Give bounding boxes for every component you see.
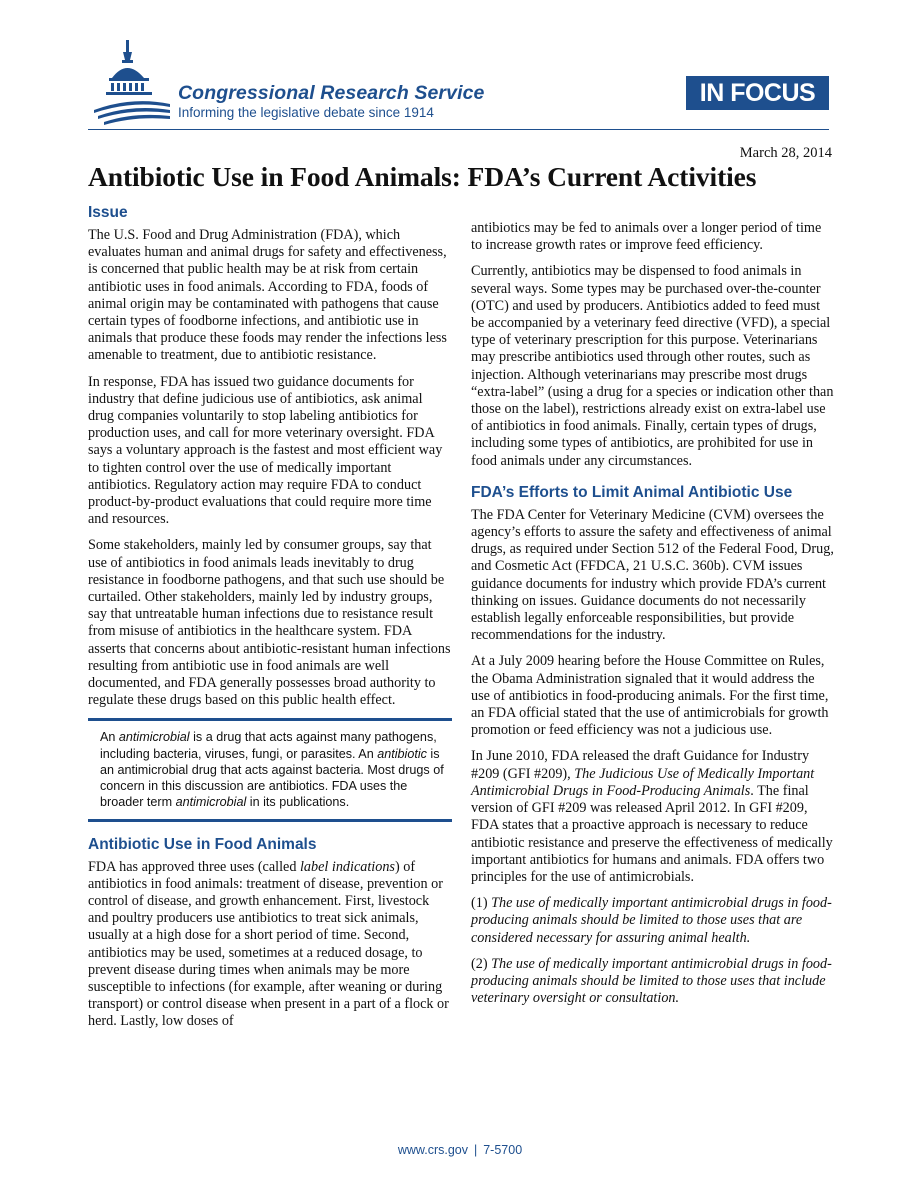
principle-2 <box>471 956 835 1008</box>
text: In June 2010, FDA released the draft Guidance for Industry #209 (GFI #209), <box>471 748 810 782</box>
callout-term: antimicrobial <box>118 730 190 745</box>
callout-term: antimicrobial <box>175 795 247 810</box>
section-heading-use: Antibiotic Use in Food Animals <box>88 835 317 853</box>
principle-text: The use of medically important antimicrobial drugs in food-producing animals should be limited to those uses that include veterinary oversight or consultation. <box>471 955 832 1007</box>
section-heading-efforts: FDA’s Efforts to Limit Animal Antibiotic Use <box>471 483 793 501</box>
principle-number: (2) <box>471 955 492 972</box>
principle-text: The use of medically important antimicrobial drugs in food-producing animals should be limited to those uses that are considered necessary for assuring animal health. <box>471 895 832 946</box>
document-title: The Judicious Use of Medically Important Antimicrobial Drugs in Food-Producing Animals <box>471 765 815 799</box>
footer-url[interactable]: www.crs.gov <box>397 1143 468 1157</box>
principle-number: (1) <box>471 895 492 912</box>
header-rule <box>88 129 829 130</box>
principle-1 <box>471 895 835 947</box>
paragraph: At a July 2009 hearing before the House Committee on Rules, the Obama Administration signaled that it would address the use of antibiotics in food-producing animals. For the first time, an FDA official stated that the use of antimicrobials for growth promotion or feed efficiency was not a judicious use. <box>471 653 829 739</box>
emphasis: label indications <box>299 858 395 875</box>
publication-date: March 28, 2014 <box>739 145 832 161</box>
callout-text: is an antimicrobial drug that acts against bacteria. Most drugs of concern in this discussion are antibiotics. FDA uses the broader term <box>100 746 444 810</box>
footer-code: 7-5700 <box>483 1143 523 1157</box>
page-title: Antibiotic Use in Food Animals: FDA’s Current Activities <box>88 161 757 192</box>
footer <box>0 1143 920 1157</box>
right-column <box>471 220 835 1016</box>
header <box>0 0 920 135</box>
callout-text: is a drug that acts against many pathogens, including bacteria, viruses, fungi, or parasites. An <box>100 730 437 761</box>
callout-term: antibiotic <box>377 746 427 761</box>
text: . The final version of GFI #209 was released April 2012. In GFI #209, FDA states that a proactive approach is necessary to reduce antibiotic resistance and preserve the effectiveness of medically important antibiotics for humans and animals. FDA offers two principles for the use of antimicrobials. <box>471 782 833 885</box>
paragraph: antibiotics may be fed to animals over a longer period of time to increase growth rates or improve feed efficiency. <box>471 220 822 254</box>
callout-text: in its publications. <box>246 795 350 810</box>
paragraph: The FDA Center for Veterinary Medicine (CVM) oversees the agency’s efforts to assure the safety and effectiveness of animal drugs, as required under Section 512 of the Federal Food, Drug, and Cosmetic Act (FFDCA, 21 U.S.C. 360b). CVM issues guidance documents for industry which provide FDA’s current thinking on issues. Guidance documents do not necessarily establish legally enforceable responsibilities, but provide recommendations for the industry. <box>471 506 834 644</box>
paragraph <box>88 859 452 1031</box>
definition-callout <box>88 718 452 821</box>
left-column <box>88 204 452 1040</box>
paragraph: Currently, antibiotics may be dispensed to food animals in several ways. Some types may be purchased over-the-counter (OTC) and used by producers. Antibiotics added to feed must be accompanied by a veterinary feed directive (VFD), a special type of veterinary prescription for this purpose. Veterinarians may prescribe antibiotics used through other routes, such as injection. Although veterinarians may prescribe most drugs “extra-label” (using a drug for a species or indication other than those on the label), restrictions already exist on extra-label use of antibiotics in food animals. Finally, certain types of drugs, including some types of antibiotics, are prohibited for use in food animals under any circumstances. <box>471 263 834 469</box>
callout-text: An <box>100 730 119 745</box>
org-tagline: Informing the legislative debate since 1914 <box>178 105 434 120</box>
in-focus-badge: IN FOCUS <box>686 76 829 110</box>
footer-separator: | <box>473 1143 478 1157</box>
section-heading-issue: Issue <box>88 204 128 221</box>
text: FDA has approved three uses (called <box>88 858 300 875</box>
paragraph: Some stakeholders, mainly led by consumer groups, say that use of antibiotics in food animals leads inevitably to drug resistance in foodborne pathogens, and that such use should be curtailed. Other stakeholders, mainly led by industry groups, say that untreatable human infections due to resistance result from misuse of antibiotics in the healthcare system. FDA asserts that concerns about antibiotic-resistant human infections resulting from antibiotic use in food animals are well documented, and FDA generally possesses broad authority to regulate these drugs based on this public health effect. <box>88 537 451 709</box>
capitol-dome-icon <box>92 38 172 128</box>
paragraph: In response, FDA has issued two guidance documents for industry that define judicious use of antibiotics, ask animal drug companies voluntarily to stop labeling antibiotics for production uses, and call for more veterinary oversight. FDA says a voluntary approach is the fastest and most efficient way to tighten control over the use of medically important antibiotics. Regulatory action may require FDA to conduct product-by-product evaluations that could require more time and resources. <box>88 373 443 528</box>
paragraph <box>471 748 835 886</box>
org-name: Congressional Research Service <box>178 82 485 104</box>
text: ) of antibiotics in food animals: treatment of disease, prevention or control of disease, and growth enhancement. First, livestock and poultry producers use antibiotics to treat sick animals, usually at a high dose for a short period of time. Second, antibiotics may be used, sometimes at a reduced dosage, to prevent disease during times when animals may be more susceptible to infections (for example, after weaning or during transport) or control disease when present in a part of a flock or herd. Lastly, low doses of <box>88 858 449 1030</box>
paragraph: The U.S. Food and Drug Administration (FDA), which evaluates human and animal drugs for safety and effectiveness, is concerned that public health may be at risk from certain antibiotic uses in food animals. According to FDA, foods of animal origin may be contaminated with pathogens that cause certain types of foodborne infections, and antibiotic use in animals that produce these foods may render the infections less amenable to treatment, due to antibiotic resistance. <box>88 227 447 364</box>
